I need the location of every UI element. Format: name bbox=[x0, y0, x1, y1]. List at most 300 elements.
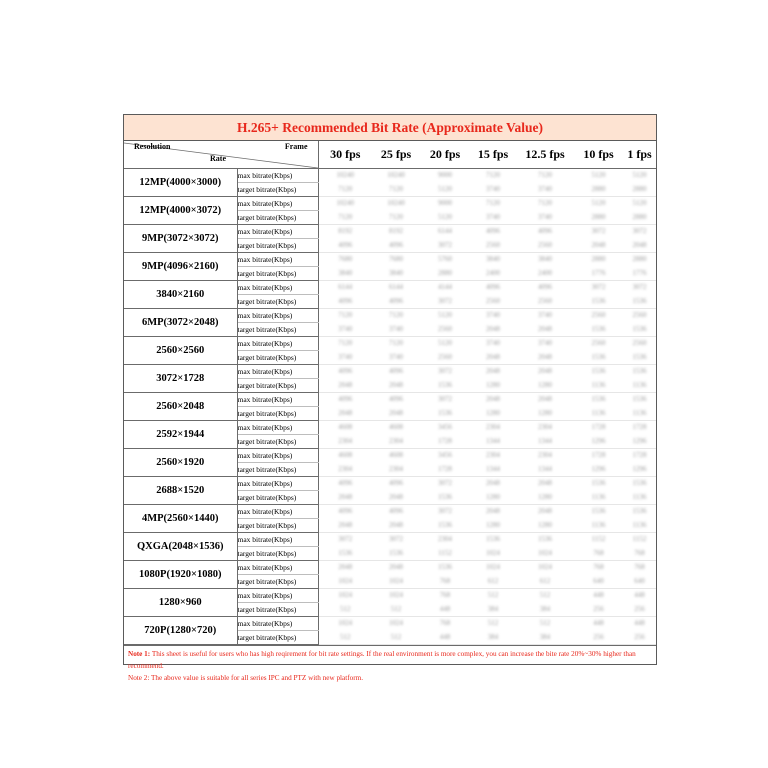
target-bitrate-value: 3840 bbox=[318, 267, 372, 281]
max-bitrate-value: 6144 bbox=[338, 283, 353, 292]
target-bitrate-value: 1536 bbox=[372, 547, 420, 561]
max-bitrate-label: max bitrate(Kbps) bbox=[237, 253, 318, 267]
table-row-max bbox=[124, 393, 656, 407]
max-bitrate-label: max bitrate(Kbps) bbox=[237, 225, 318, 239]
target-bitrate-value: 640 bbox=[623, 575, 656, 589]
target-bitrate-value: 2048 bbox=[372, 491, 420, 505]
max-bitrate-label: max bitrate(Kbps) bbox=[237, 449, 318, 463]
target-bitrate-value: 1536 bbox=[574, 295, 623, 309]
target-bitrate-value: 2400 bbox=[470, 267, 516, 281]
max-bitrate-value: 6144 bbox=[438, 227, 452, 236]
fps-header: 25 fps bbox=[372, 141, 420, 169]
target-bitrate-value: 2560 bbox=[516, 295, 574, 309]
max-bitrate-value: 1728 bbox=[632, 423, 647, 432]
max-bitrate-value: 7120 bbox=[389, 339, 403, 348]
max-bitrate-value: 512 bbox=[487, 619, 499, 628]
fps-header: 30 fps bbox=[318, 141, 372, 169]
table-row-max bbox=[124, 505, 656, 519]
target-bitrate-value: 1280 bbox=[516, 519, 574, 533]
max-bitrate-value: 5120 bbox=[632, 171, 647, 180]
max-bitrate-value: 3840 bbox=[538, 255, 552, 264]
target-bitrate-value: 1136 bbox=[574, 407, 623, 421]
max-bitrate-value: 768 bbox=[634, 563, 645, 572]
sheet-title: H.265+ Recommended Bit Rate (Approximate Value) bbox=[124, 115, 656, 141]
max-bitrate-value: 1728 bbox=[591, 451, 606, 460]
frame-header-label: Frame bbox=[284, 142, 308, 151]
target-bitrate-value: 256 bbox=[574, 631, 623, 645]
target-bitrate-value: 256 bbox=[623, 631, 656, 645]
max-bitrate-value: 2304 bbox=[486, 423, 500, 432]
max-bitrate-value: 4096 bbox=[338, 395, 353, 404]
max-bitrate-value: 768 bbox=[439, 619, 451, 628]
note-2: Note 2: The above value is suitable for all series IPC and PTZ with new platform. bbox=[128, 674, 364, 682]
table-row-max bbox=[124, 561, 656, 575]
max-bitrate-value: 10240 bbox=[387, 171, 405, 180]
target-bitrate-value: 1296 bbox=[623, 463, 656, 477]
max-bitrate-value: 4096 bbox=[389, 507, 403, 516]
max-bitrate-value: 7120 bbox=[538, 199, 552, 208]
max-bitrate-value: 3072 bbox=[438, 479, 452, 488]
target-bitrate-value: 2560 bbox=[420, 351, 470, 365]
target-bitrate-value: 2400 bbox=[516, 267, 574, 281]
table-row-max bbox=[124, 533, 656, 547]
max-bitrate-value: 1536 bbox=[438, 563, 452, 572]
resolution-cell: 2688×1520 bbox=[124, 477, 237, 505]
target-bitrate-value: 384 bbox=[516, 603, 574, 617]
max-bitrate-value: 7120 bbox=[389, 311, 403, 320]
max-bitrate-value: 4096 bbox=[338, 507, 353, 516]
max-bitrate-value: 2304 bbox=[438, 535, 452, 544]
resolution-cell: QXGA(2048×1536) bbox=[124, 533, 237, 561]
table-row-max bbox=[124, 225, 656, 239]
target-bitrate-value: 3740 bbox=[470, 211, 516, 225]
target-bitrate-value: 1536 bbox=[623, 295, 656, 309]
target-bitrate-value: 2048 bbox=[372, 519, 420, 533]
fps-header: 1 fps bbox=[623, 141, 656, 169]
max-bitrate-label: max bitrate(Kbps) bbox=[237, 281, 318, 295]
max-bitrate-label: max bitrate(Kbps) bbox=[237, 393, 318, 407]
target-bitrate-value: 1280 bbox=[470, 407, 516, 421]
max-bitrate-value: 3740 bbox=[538, 311, 552, 320]
target-bitrate-value: 1280 bbox=[470, 491, 516, 505]
max-bitrate-value: 448 bbox=[634, 591, 645, 600]
target-bitrate-value: 2560 bbox=[470, 239, 516, 253]
max-bitrate-value: 2048 bbox=[486, 367, 500, 376]
target-bitrate-value: 1776 bbox=[623, 267, 656, 281]
max-bitrate-value: 768 bbox=[439, 591, 451, 600]
max-bitrate-label: max bitrate(Kbps) bbox=[237, 197, 318, 211]
max-bitrate-label: max bitrate(Kbps) bbox=[237, 477, 318, 491]
target-bitrate-value: 512 bbox=[372, 603, 420, 617]
max-bitrate-value: 7680 bbox=[389, 255, 403, 264]
target-bitrate-label: target bitrate(Kbps) bbox=[237, 239, 318, 253]
target-bitrate-label: target bitrate(Kbps) bbox=[237, 295, 318, 309]
max-bitrate-value: 2048 bbox=[538, 479, 552, 488]
target-bitrate-value: 3740 bbox=[516, 211, 574, 225]
target-bitrate-value: 2880 bbox=[574, 211, 623, 225]
resolution-cell: 1280×960 bbox=[124, 589, 237, 617]
target-bitrate-value: 2048 bbox=[372, 379, 420, 393]
target-bitrate-value: 3740 bbox=[516, 183, 574, 197]
resolution-cell: 720P(1280×720) bbox=[124, 617, 237, 645]
target-bitrate-value: 1136 bbox=[623, 519, 656, 533]
target-bitrate-value: 2048 bbox=[318, 379, 372, 393]
max-bitrate-value: 4096 bbox=[338, 479, 353, 488]
resolution-cell: 3072×1728 bbox=[124, 365, 237, 393]
max-bitrate-label: max bitrate(Kbps) bbox=[237, 337, 318, 351]
target-bitrate-value: 4096 bbox=[372, 239, 420, 253]
max-bitrate-value: 2048 bbox=[486, 479, 500, 488]
table-row-max bbox=[124, 169, 656, 183]
target-bitrate-value: 2048 bbox=[318, 407, 372, 421]
max-bitrate-value: 3840 bbox=[486, 255, 500, 264]
target-bitrate-label: target bitrate(Kbps) bbox=[237, 323, 318, 337]
max-bitrate-value: 7120 bbox=[338, 311, 353, 320]
max-bitrate-label: max bitrate(Kbps) bbox=[237, 617, 318, 631]
target-bitrate-value: 5120 bbox=[420, 183, 470, 197]
target-bitrate-value: 384 bbox=[470, 603, 516, 617]
resolution-cell: 12MP(4000×3072) bbox=[124, 197, 237, 225]
max-bitrate-value: 1024 bbox=[338, 619, 353, 628]
max-bitrate-value: 1536 bbox=[632, 479, 647, 488]
target-bitrate-value: 1280 bbox=[516, 491, 574, 505]
max-bitrate-value: 448 bbox=[634, 619, 645, 628]
resolution-cell: 2560×1920 bbox=[124, 449, 237, 477]
target-bitrate-value: 256 bbox=[623, 603, 656, 617]
max-bitrate-label: max bitrate(Kbps) bbox=[237, 421, 318, 435]
max-bitrate-value: 3072 bbox=[591, 283, 606, 292]
max-bitrate-value: 6144 bbox=[389, 283, 403, 292]
target-bitrate-label: target bitrate(Kbps) bbox=[237, 547, 318, 561]
target-bitrate-value: 1296 bbox=[574, 435, 623, 449]
target-bitrate-label: target bitrate(Kbps) bbox=[237, 183, 318, 197]
target-bitrate-value: 7120 bbox=[318, 183, 372, 197]
max-bitrate-value: 5120 bbox=[591, 171, 606, 180]
target-bitrate-value: 4096 bbox=[318, 295, 372, 309]
max-bitrate-value: 512 bbox=[487, 591, 499, 600]
target-bitrate-value: 1536 bbox=[574, 351, 623, 365]
target-bitrate-value: 2560 bbox=[470, 295, 516, 309]
max-bitrate-value: 3456 bbox=[438, 451, 452, 460]
header-corner-cell bbox=[124, 141, 318, 169]
max-bitrate-value: 5120 bbox=[438, 339, 452, 348]
max-bitrate-value: 4096 bbox=[538, 283, 552, 292]
max-bitrate-value: 4608 bbox=[389, 451, 403, 460]
max-bitrate-value: 7120 bbox=[538, 171, 552, 180]
max-bitrate-value: 1728 bbox=[591, 423, 606, 432]
max-bitrate-value: 1024 bbox=[389, 619, 403, 628]
target-bitrate-value: 1136 bbox=[574, 519, 623, 533]
max-bitrate-label: max bitrate(Kbps) bbox=[237, 169, 318, 183]
target-bitrate-value: 1280 bbox=[470, 519, 516, 533]
target-bitrate-value: 1536 bbox=[420, 519, 470, 533]
target-bitrate-value: 1536 bbox=[574, 323, 623, 337]
max-bitrate-value: 1536 bbox=[632, 367, 647, 376]
target-bitrate-value: 512 bbox=[318, 603, 372, 617]
target-bitrate-value: 1728 bbox=[420, 435, 470, 449]
max-bitrate-value: 1024 bbox=[338, 591, 353, 600]
resolution-cell: 9MP(3072×3072) bbox=[124, 225, 237, 253]
target-bitrate-value: 2304 bbox=[318, 435, 372, 449]
max-bitrate-value: 512 bbox=[539, 619, 551, 628]
max-bitrate-value: 3072 bbox=[632, 283, 647, 292]
target-bitrate-value: 2048 bbox=[318, 519, 372, 533]
target-bitrate-value: 1776 bbox=[574, 267, 623, 281]
table-row-max bbox=[124, 309, 656, 323]
target-bitrate-value: 1536 bbox=[420, 379, 470, 393]
rate-header-label: Rate bbox=[210, 154, 226, 163]
target-bitrate-value: 2048 bbox=[318, 491, 372, 505]
resolution-cell: 9MP(4096×2160) bbox=[124, 253, 237, 281]
max-bitrate-value: 10240 bbox=[336, 199, 354, 208]
target-bitrate-value: 5120 bbox=[420, 211, 470, 225]
max-bitrate-value: 7680 bbox=[338, 255, 353, 264]
max-bitrate-value: 1152 bbox=[632, 535, 647, 544]
max-bitrate-value: 1536 bbox=[591, 507, 606, 516]
target-bitrate-label: target bitrate(Kbps) bbox=[237, 463, 318, 477]
target-bitrate-value: 1536 bbox=[623, 323, 656, 337]
max-bitrate-value: 3740 bbox=[486, 339, 500, 348]
max-bitrate-value: 4096 bbox=[538, 227, 552, 236]
max-bitrate-value: 5120 bbox=[591, 199, 606, 208]
target-bitrate-value: 1136 bbox=[574, 491, 623, 505]
target-bitrate-value: 384 bbox=[470, 631, 516, 645]
max-bitrate-value: 1152 bbox=[591, 535, 606, 544]
target-bitrate-value: 1136 bbox=[574, 379, 623, 393]
bitrate-sheet bbox=[123, 114, 657, 682]
max-bitrate-value: 2560 bbox=[591, 311, 606, 320]
max-bitrate-value: 2048 bbox=[538, 395, 552, 404]
max-bitrate-value: 1728 bbox=[632, 451, 647, 460]
table-row-max bbox=[124, 617, 656, 631]
target-bitrate-value: 1024 bbox=[372, 575, 420, 589]
max-bitrate-label: max bitrate(Kbps) bbox=[237, 561, 318, 575]
table-row-max bbox=[124, 281, 656, 295]
resolution-cell: 2560×2048 bbox=[124, 393, 237, 421]
table-row-max bbox=[124, 477, 656, 491]
table-row-max bbox=[124, 421, 656, 435]
target-bitrate-value: 384 bbox=[516, 631, 574, 645]
max-bitrate-value: 4096 bbox=[338, 367, 353, 376]
max-bitrate-value: 2880 bbox=[591, 255, 606, 264]
max-bitrate-value: 7120 bbox=[338, 339, 353, 348]
max-bitrate-value: 1024 bbox=[486, 563, 500, 572]
max-bitrate-value: 2304 bbox=[486, 451, 500, 460]
max-bitrate-value: 2304 bbox=[538, 423, 552, 432]
max-bitrate-value: 2048 bbox=[389, 563, 403, 572]
target-bitrate-value: 2560 bbox=[516, 239, 574, 253]
target-bitrate-value: 2880 bbox=[420, 267, 470, 281]
target-bitrate-value: 1024 bbox=[470, 547, 516, 561]
fps-header: 12.5 fps bbox=[516, 141, 574, 169]
table-row-max bbox=[124, 253, 656, 267]
target-bitrate-value: 2048 bbox=[623, 239, 656, 253]
max-bitrate-value: 4096 bbox=[486, 283, 500, 292]
target-bitrate-value: 2880 bbox=[623, 211, 656, 225]
target-bitrate-value: 7120 bbox=[372, 211, 420, 225]
target-bitrate-value: 1136 bbox=[623, 491, 656, 505]
max-bitrate-value: 3456 bbox=[438, 423, 452, 432]
target-bitrate-value: 3072 bbox=[420, 239, 470, 253]
resolution-cell: 2560×2560 bbox=[124, 337, 237, 365]
max-bitrate-value: 4608 bbox=[338, 451, 353, 460]
max-bitrate-label: max bitrate(Kbps) bbox=[237, 589, 318, 603]
max-bitrate-value: 1536 bbox=[486, 535, 500, 544]
max-bitrate-label: max bitrate(Kbps) bbox=[237, 309, 318, 323]
max-bitrate-label: max bitrate(Kbps) bbox=[237, 533, 318, 547]
max-bitrate-value: 5760 bbox=[438, 255, 452, 264]
max-bitrate-value: 7120 bbox=[486, 171, 500, 180]
target-bitrate-value: 612 bbox=[470, 575, 516, 589]
target-bitrate-value: 1136 bbox=[623, 379, 656, 393]
target-bitrate-value: 3740 bbox=[372, 351, 420, 365]
max-bitrate-value: 1536 bbox=[538, 535, 552, 544]
target-bitrate-value: 3740 bbox=[318, 351, 372, 365]
target-bitrate-value: 1296 bbox=[623, 435, 656, 449]
target-bitrate-value: 1152 bbox=[420, 547, 470, 561]
target-bitrate-value: 7120 bbox=[372, 183, 420, 197]
notes bbox=[124, 645, 656, 684]
target-bitrate-value: 3740 bbox=[470, 183, 516, 197]
target-bitrate-value: 2048 bbox=[372, 407, 420, 421]
target-bitrate-value: 2048 bbox=[516, 323, 574, 337]
target-bitrate-label: target bitrate(Kbps) bbox=[237, 519, 318, 533]
max-bitrate-value: 3072 bbox=[591, 227, 606, 236]
target-bitrate-value: 1136 bbox=[623, 407, 656, 421]
bitrate-table bbox=[124, 141, 656, 645]
target-bitrate-value: 7120 bbox=[318, 211, 372, 225]
target-bitrate-value: 768 bbox=[420, 575, 470, 589]
max-bitrate-value: 8192 bbox=[338, 227, 353, 236]
resolution-header-label: Resolution bbox=[134, 142, 171, 151]
target-bitrate-value: 1280 bbox=[516, 379, 574, 393]
note-1 bbox=[128, 648, 652, 672]
max-bitrate-value: 4096 bbox=[389, 479, 403, 488]
target-bitrate-value: 2048 bbox=[470, 323, 516, 337]
max-bitrate-value: 2880 bbox=[632, 255, 647, 264]
max-bitrate-value: 3072 bbox=[438, 367, 452, 376]
target-bitrate-value: 448 bbox=[420, 603, 470, 617]
target-bitrate-value: 256 bbox=[574, 603, 623, 617]
target-bitrate-value: 3740 bbox=[318, 323, 372, 337]
max-bitrate-value: 3740 bbox=[486, 311, 500, 320]
max-bitrate-value: 3740 bbox=[538, 339, 552, 348]
max-bitrate-value: 4096 bbox=[486, 227, 500, 236]
target-bitrate-value: 512 bbox=[318, 631, 372, 645]
resolution-cell: 1080P(1920×1080) bbox=[124, 561, 237, 589]
target-bitrate-value: 1024 bbox=[318, 575, 372, 589]
target-bitrate-label: target bitrate(Kbps) bbox=[237, 631, 318, 645]
header-row bbox=[124, 141, 656, 169]
target-bitrate-value: 1728 bbox=[420, 463, 470, 477]
target-bitrate-value: 4096 bbox=[372, 295, 420, 309]
target-bitrate-label: target bitrate(Kbps) bbox=[237, 575, 318, 589]
target-bitrate-value: 2048 bbox=[574, 239, 623, 253]
max-bitrate-value: 4096 bbox=[389, 367, 403, 376]
target-bitrate-label: target bitrate(Kbps) bbox=[237, 379, 318, 393]
table-row-max bbox=[124, 589, 656, 603]
target-bitrate-value: 1536 bbox=[623, 351, 656, 365]
table-row-max bbox=[124, 449, 656, 463]
table-row-max bbox=[124, 365, 656, 379]
resolution-cell: 2592×1944 bbox=[124, 421, 237, 449]
max-bitrate-value: 3072 bbox=[438, 507, 452, 516]
target-bitrate-value: 1536 bbox=[420, 407, 470, 421]
target-bitrate-value: 2560 bbox=[420, 323, 470, 337]
target-bitrate-value: 2304 bbox=[372, 435, 420, 449]
target-bitrate-value: 2304 bbox=[372, 463, 420, 477]
max-bitrate-value: 5120 bbox=[438, 311, 452, 320]
max-bitrate-value: 768 bbox=[593, 563, 604, 572]
max-bitrate-value: 4608 bbox=[389, 423, 403, 432]
max-bitrate-value: 1536 bbox=[591, 395, 606, 404]
resolution-cell: 4MP(2560×1440) bbox=[124, 505, 237, 533]
target-bitrate-value: 2304 bbox=[318, 463, 372, 477]
target-bitrate-value: 1344 bbox=[470, 435, 516, 449]
target-bitrate-value: 2880 bbox=[623, 183, 656, 197]
max-bitrate-value: 2560 bbox=[632, 311, 647, 320]
max-bitrate-value: 4096 bbox=[389, 395, 403, 404]
max-bitrate-value: 448 bbox=[593, 591, 604, 600]
target-bitrate-value: 1296 bbox=[574, 463, 623, 477]
target-bitrate-value: 2880 bbox=[574, 183, 623, 197]
max-bitrate-value: 2048 bbox=[486, 395, 500, 404]
max-bitrate-value: 2048 bbox=[538, 507, 552, 516]
max-bitrate-value: 8192 bbox=[389, 227, 403, 236]
max-bitrate-label: max bitrate(Kbps) bbox=[237, 505, 318, 519]
target-bitrate-label: target bitrate(Kbps) bbox=[237, 491, 318, 505]
target-bitrate-value: 4096 bbox=[318, 239, 372, 253]
target-bitrate-value: 1344 bbox=[516, 435, 574, 449]
max-bitrate-value: 1024 bbox=[538, 563, 552, 572]
target-bitrate-label: target bitrate(Kbps) bbox=[237, 603, 318, 617]
max-bitrate-value: 4608 bbox=[338, 423, 353, 432]
target-bitrate-value: 1280 bbox=[516, 407, 574, 421]
target-bitrate-value: 1280 bbox=[470, 379, 516, 393]
max-bitrate-value: 1536 bbox=[632, 395, 647, 404]
target-bitrate-value: 1344 bbox=[516, 463, 574, 477]
target-bitrate-value: 3072 bbox=[420, 295, 470, 309]
max-bitrate-value: 3072 bbox=[338, 535, 353, 544]
target-bitrate-value: 448 bbox=[420, 631, 470, 645]
target-bitrate-label: target bitrate(Kbps) bbox=[237, 267, 318, 281]
max-bitrate-value: 1536 bbox=[632, 507, 647, 516]
max-bitrate-value: 2560 bbox=[591, 339, 606, 348]
max-bitrate-value: 1536 bbox=[591, 479, 606, 488]
max-bitrate-value: 1024 bbox=[389, 591, 403, 600]
target-bitrate-value: 1024 bbox=[516, 547, 574, 561]
max-bitrate-value: 2304 bbox=[538, 451, 552, 460]
max-bitrate-value: 1536 bbox=[591, 367, 606, 376]
target-bitrate-value: 2048 bbox=[470, 351, 516, 365]
max-bitrate-value: 2048 bbox=[538, 367, 552, 376]
target-bitrate-value: 3740 bbox=[372, 323, 420, 337]
max-bitrate-value: 4144 bbox=[438, 283, 452, 292]
max-bitrate-value: 2048 bbox=[486, 507, 500, 516]
max-bitrate-value: 2560 bbox=[632, 339, 647, 348]
max-bitrate-value: 2048 bbox=[338, 563, 353, 572]
max-bitrate-value: 10240 bbox=[336, 171, 354, 180]
max-bitrate-value: 9000 bbox=[438, 171, 452, 180]
max-bitrate-value: 9000 bbox=[438, 199, 452, 208]
resolution-cell: 12MP(4000×3000) bbox=[124, 169, 237, 197]
note-1-text: This sheet is useful for users who has high reqirement for bit rate settings. If the real environment is more complex, you can increase the bite rate 20%~30% higher than recommend. bbox=[128, 650, 636, 670]
max-bitrate-value: 10240 bbox=[387, 199, 405, 208]
max-bitrate-label: max bitrate(Kbps) bbox=[237, 365, 318, 379]
max-bitrate-value: 3072 bbox=[438, 395, 452, 404]
target-bitrate-label: target bitrate(Kbps) bbox=[237, 351, 318, 365]
fps-header: 15 fps bbox=[470, 141, 516, 169]
